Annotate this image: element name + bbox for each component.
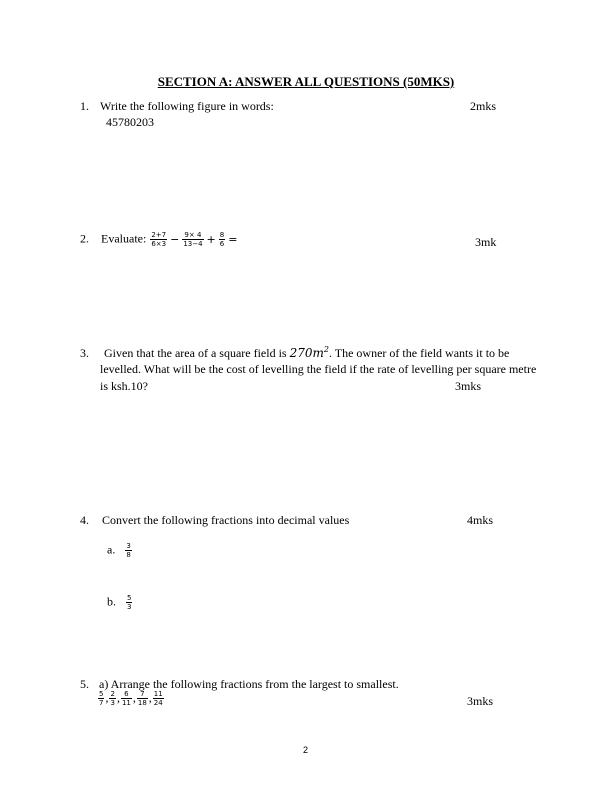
q3-number: 3. xyxy=(80,346,89,360)
q5-marks: 3mks xyxy=(467,694,494,708)
denominator: 6 xyxy=(219,240,225,248)
numerator: 5 xyxy=(127,594,132,602)
denominator: 18 xyxy=(137,699,147,707)
q4-part-b xyxy=(107,594,133,611)
fraction xyxy=(182,231,203,248)
fraction xyxy=(126,594,132,611)
separator: , xyxy=(105,690,109,705)
area-value: 270m xyxy=(289,346,324,360)
fraction xyxy=(153,690,164,707)
numerator: 7 xyxy=(137,690,148,699)
separator: , xyxy=(116,690,120,705)
denominator: 24 xyxy=(153,699,163,707)
part-label: b. xyxy=(107,594,116,609)
separator: , xyxy=(132,690,136,705)
fraction xyxy=(98,690,104,707)
fraction xyxy=(125,542,131,559)
denominator: 3 xyxy=(127,603,132,611)
q5-fractions xyxy=(97,690,165,707)
q1-value: 45780203 xyxy=(106,115,154,129)
numerator: 8 xyxy=(219,231,225,239)
q1-text: Write the following figure in words: xyxy=(100,99,274,113)
fraction xyxy=(219,231,225,248)
fraction xyxy=(137,690,148,707)
fraction xyxy=(150,231,167,248)
section-title: SECTION A: ANSWER ALL QUESTIONS (50MKS) xyxy=(157,74,455,89)
q1-marks: 2mks xyxy=(470,99,497,113)
numerator: 3 xyxy=(126,542,131,550)
q4-marks: 4mks xyxy=(467,513,494,527)
numerator: 2+7 xyxy=(151,231,167,239)
q2 xyxy=(80,231,239,248)
operator: = xyxy=(228,233,238,246)
fraction xyxy=(109,690,115,707)
denominator: 3 xyxy=(110,699,115,707)
q4-text: Convert the following fractions into decimal values xyxy=(102,513,350,527)
q1-number: 1. xyxy=(80,99,89,113)
numerator: 11 xyxy=(153,690,163,698)
q3-line1 xyxy=(80,345,509,361)
q2-number: 2. xyxy=(80,231,89,246)
operator: − xyxy=(170,233,180,246)
q2-text: Evaluate: xyxy=(101,231,147,246)
denominator: 6×3 xyxy=(151,240,167,248)
q4-part-a xyxy=(107,542,133,559)
denominator: 8 xyxy=(126,551,131,559)
numerator: 6 xyxy=(121,690,132,699)
numerator: 5 xyxy=(99,690,104,698)
q5-text: a) Arrange the following fractions from the largest to smallest. xyxy=(99,677,399,691)
numerator: 9× 4 xyxy=(182,231,203,240)
exponent: 2 xyxy=(323,345,329,354)
q4-number: 4. xyxy=(80,513,89,527)
q2-marks: 3mk xyxy=(475,235,497,249)
denominator: 11 xyxy=(121,699,131,707)
operator: + xyxy=(206,233,216,246)
q3-line3: is ksh.10? xyxy=(100,379,148,393)
denominator: 13−4 xyxy=(183,240,203,248)
fraction xyxy=(121,690,132,707)
separator: , xyxy=(148,690,152,705)
q3-text: . The owner of the field wants it to be xyxy=(328,346,510,360)
denominator: 7 xyxy=(99,699,104,707)
numerator: 2 xyxy=(110,690,115,698)
q3-line2: levelled. What will be the cost of levelling the field if the rate of levelling per square metre xyxy=(100,362,537,376)
page-number: 2 xyxy=(303,745,309,755)
q3-text: Given that the area of a square field is xyxy=(104,346,287,360)
q5-number: 5. xyxy=(80,677,89,691)
part-label: a. xyxy=(107,542,116,557)
q3-marks: 3mks xyxy=(455,379,482,393)
